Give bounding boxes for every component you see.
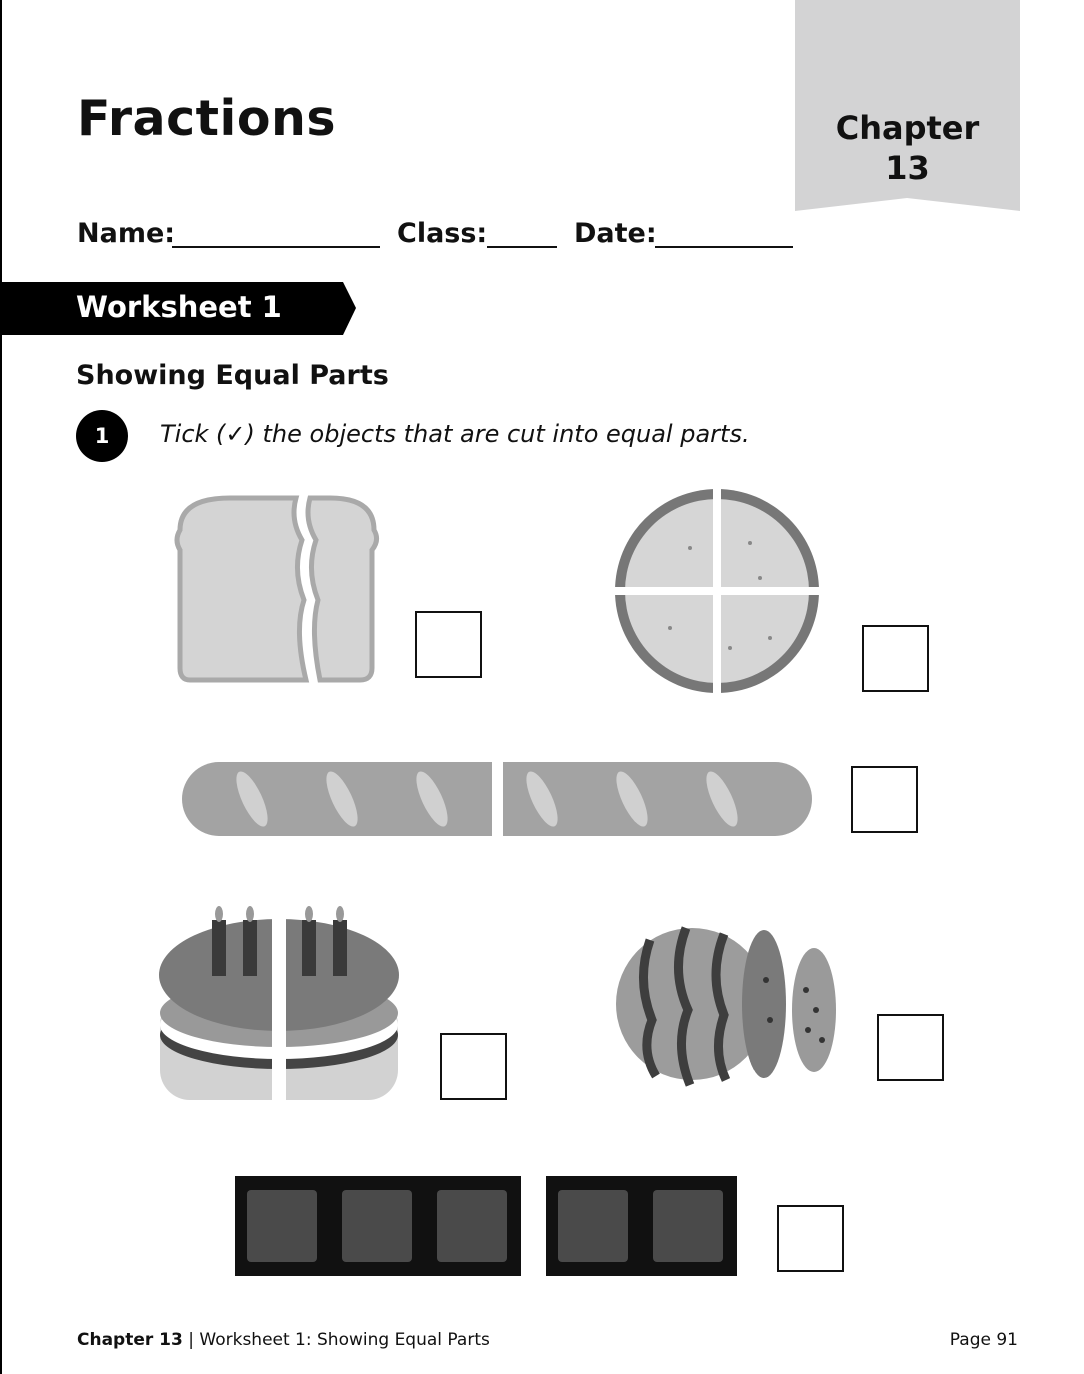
- question-number-badge: 1: [76, 410, 128, 462]
- page-title: Fractions: [77, 90, 337, 147]
- worksheet-banner-label: Worksheet 1: [76, 290, 282, 324]
- date-field[interactable]: [655, 246, 793, 248]
- footer-worksheet-title: Worksheet 1: Showing Equal Parts: [199, 1330, 490, 1350]
- chapter-word: Chapter: [835, 109, 980, 147]
- chocolate-bar-image: [235, 1176, 740, 1276]
- bread-image: [170, 490, 380, 690]
- class-field[interactable]: [487, 246, 557, 248]
- date-label: Date:: [574, 218, 657, 249]
- footer-breadcrumb: [77, 1330, 490, 1350]
- tick-box-cake[interactable]: [440, 1033, 507, 1100]
- class-label: Class:: [397, 218, 488, 249]
- tick-box-pizza[interactable]: [862, 625, 929, 692]
- chapter-number: 13: [885, 149, 930, 187]
- footer-chapter: Chapter 13: [77, 1330, 183, 1350]
- watermelon-image: [616, 920, 842, 1088]
- page-number: Page 91: [949, 1330, 1018, 1350]
- baguette-image: [182, 762, 812, 836]
- chapter-label: [795, 108, 1020, 188]
- name-label: Name:: [77, 218, 176, 249]
- tick-box-baguette[interactable]: [851, 766, 918, 833]
- footer-separator: |: [182, 1330, 200, 1350]
- pizza-image: [610, 488, 824, 694]
- name-field[interactable]: [172, 246, 380, 248]
- page-left-border: [0, 0, 2, 1374]
- tick-box-watermelon[interactable]: [877, 1014, 944, 1081]
- chapter-tab: [795, 0, 1020, 211]
- section-title: Showing Equal Parts: [76, 360, 389, 391]
- tick-box-chocolate-bar[interactable]: [777, 1205, 844, 1272]
- tick-box-bread[interactable]: [415, 611, 482, 678]
- question-instruction: Tick (✓) the objects that are cut into equal parts.: [160, 420, 750, 448]
- worksheet-banner: [0, 282, 356, 335]
- cake-image: [156, 905, 402, 1105]
